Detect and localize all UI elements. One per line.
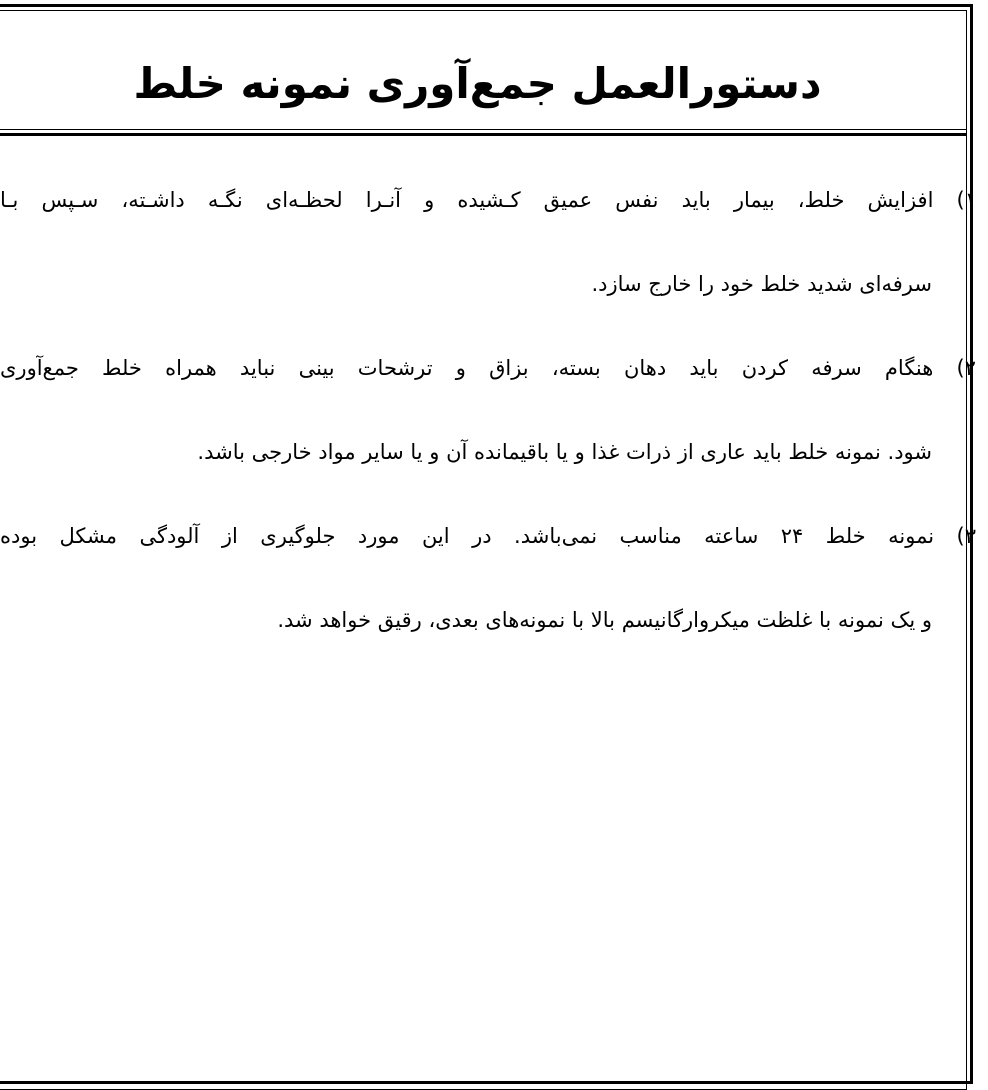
instruction-1-line-1: ۱) افزایش خلط، بیمار باید نفس عمیق کـشیده و آنـرا لحظـه‌ای نگـه داشـته، سـپس بـا (0, 188, 976, 212)
title-box (0, 10, 967, 136)
instruction-3-line-2: و یک نمونه با غلظت میکروارگانیسم بالا با نمونه‌های بعدی، رقیق خواهد شد. (277, 608, 932, 632)
instruction-2-line-1: ۲) هنگام سرفه کردن باید دهان بسته، بزاق و ترشحات بینی نباید همراه خلط جمع‌آوری (0, 356, 976, 380)
instruction-item-1 (0, 158, 980, 326)
instruction-2-line-2: شود. نمونه خلط باید عاری از ذرات غذا و یا باقیمانده آن و یا سایر مواد خارجی باشد. (197, 440, 932, 464)
instruction-item-2 (0, 326, 980, 494)
instructions-list (0, 158, 980, 662)
instruction-1-line-2: سرفه‌ای شدید خلط خود را خارج سازد. (591, 272, 932, 296)
page-title: دستورالعمل جمع‌آوری نمونه خلط (133, 59, 822, 108)
instruction-3-line-1: ۳) نمونه خلط ۲۴ ساعته مناسب نمی‌باشد. در این مورد جلوگیری از آلودگی مشکل بوده (0, 524, 976, 548)
instruction-item-3 (0, 494, 980, 662)
